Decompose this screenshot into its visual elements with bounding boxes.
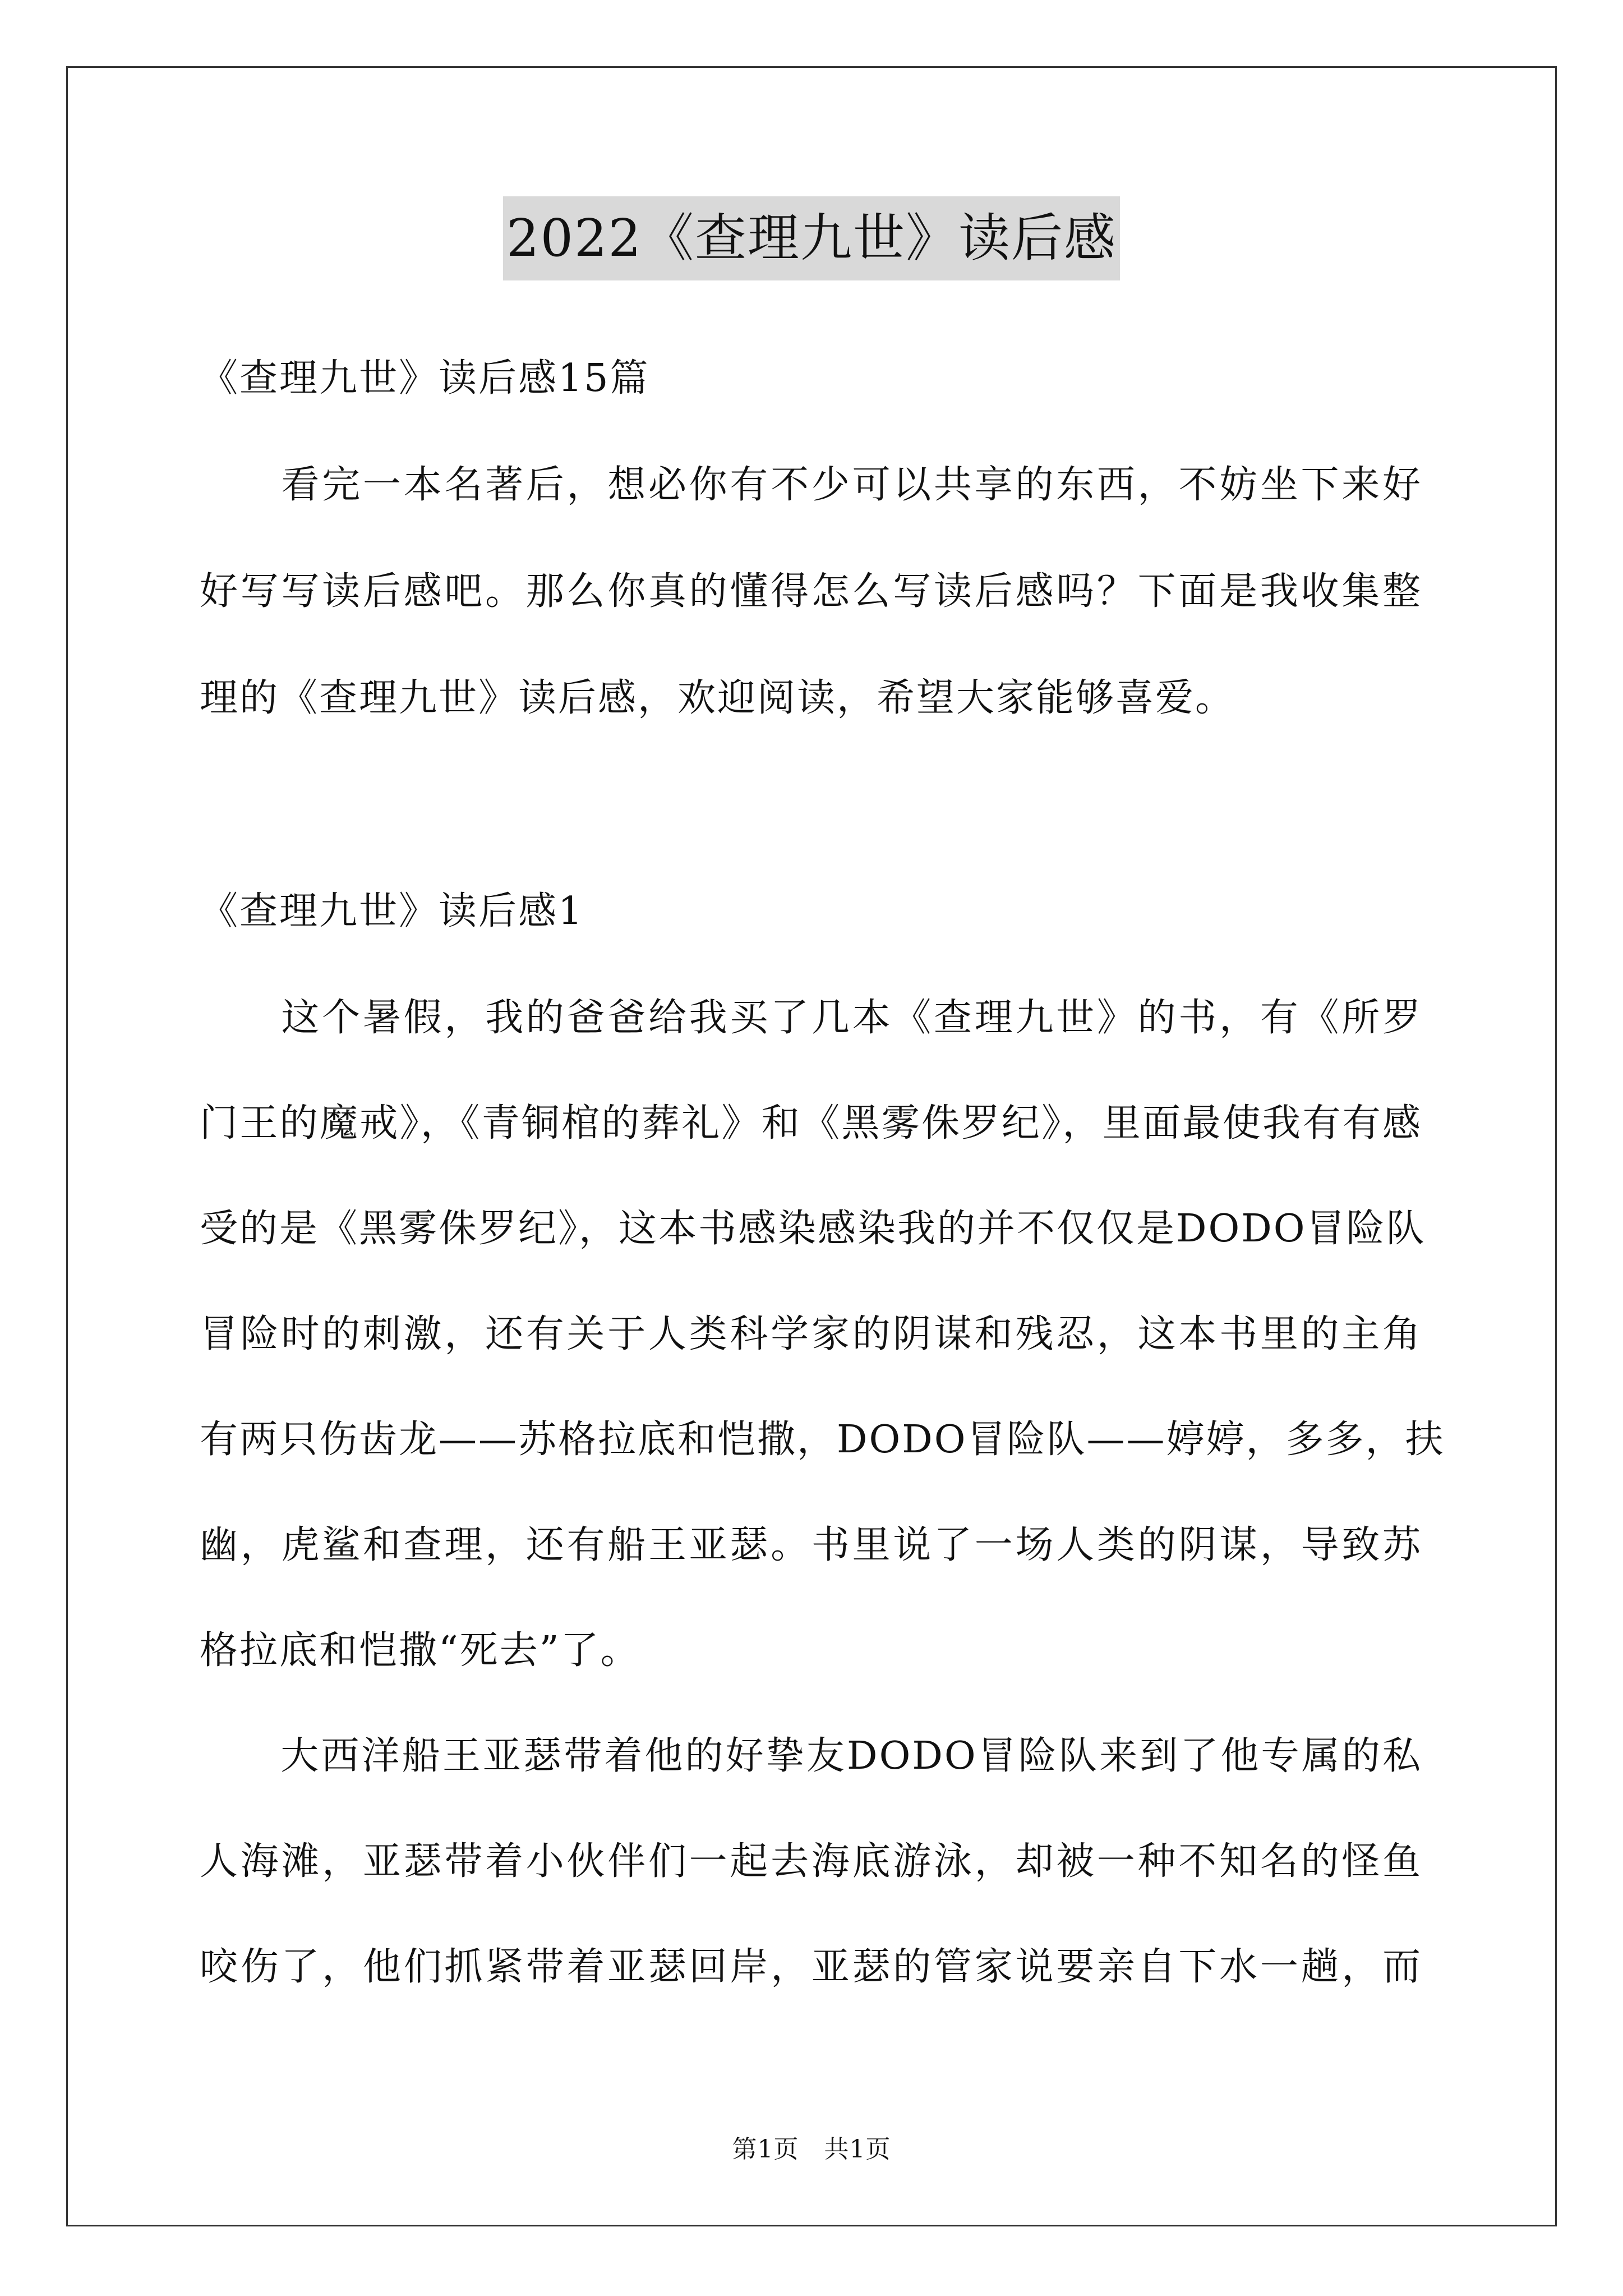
paragraph2-line-2: 人海滩，亚瑟带着小伙伴们一起去海底游泳，却被一种不知名的怪鱼 [200, 1839, 1422, 1884]
paragraph1-line-1: 这个暑假，我的爸爸给我买了几本《查理九世》的书，有《所罗 [200, 996, 1422, 1040]
subtitle: 《查理九世》读后感15篇 [200, 356, 650, 401]
paragraph1-line-2: 门王的魔戒》，《青铜棺的葬礼》和《黑雾侏罗纪》，里面最使我有有感 [200, 1101, 1422, 1145]
intro-line-1: 看完一本名著后，想必你有不少可以共享的东西，不妨坐下来好 [200, 463, 1422, 507]
paragraph1-line-7: 格拉底和恺撒“死去”了。 [200, 1628, 640, 1673]
intro-line-2: 好写写读后感吧。那么你真的懂得怎么写读后感吗？下面是我收集整 [200, 569, 1422, 614]
paragraph1-line-6: 幽，虎鲨和查理，还有船王亚瑟。书里说了一场人类的阴谋，导致苏 [200, 1523, 1422, 1567]
document-title: 2022《查理九世》读后感 [503, 196, 1120, 280]
intro-line-3: 理的《查理九世》读后感，欢迎阅读，希望大家能够喜爱。 [200, 676, 1235, 720]
title-container [0, 196, 1623, 280]
paragraph1-line-4: 冒险时的刺激，还有关于人类科学家的阴谋和残忍，这本书里的主角 [200, 1312, 1422, 1356]
paragraph1-line-3: 受的是《黑雾侏罗纪》，这本书感染感染我的并不仅仅是DODO冒险队 [200, 1207, 1426, 1251]
page-footer: 第1页 共1页 [732, 2135, 891, 2164]
section-heading: 《查理九世》读后感1 [200, 889, 584, 933]
paragraph2-line-1: 大西洋船王亚瑟带着他的好挚友DODO冒险队来到了他专属的私 [200, 1734, 1422, 1778]
paragraph1-line-5: 有两只伤齿龙——苏格拉底和恺撒，DODO冒险队——婷婷，多多，扶 [200, 1418, 1445, 1462]
paragraph2-line-3: 咬伤了，他们抓紧带着亚瑟回岸，亚瑟的管家说要亲自下水一趟，而 [200, 1945, 1422, 1989]
